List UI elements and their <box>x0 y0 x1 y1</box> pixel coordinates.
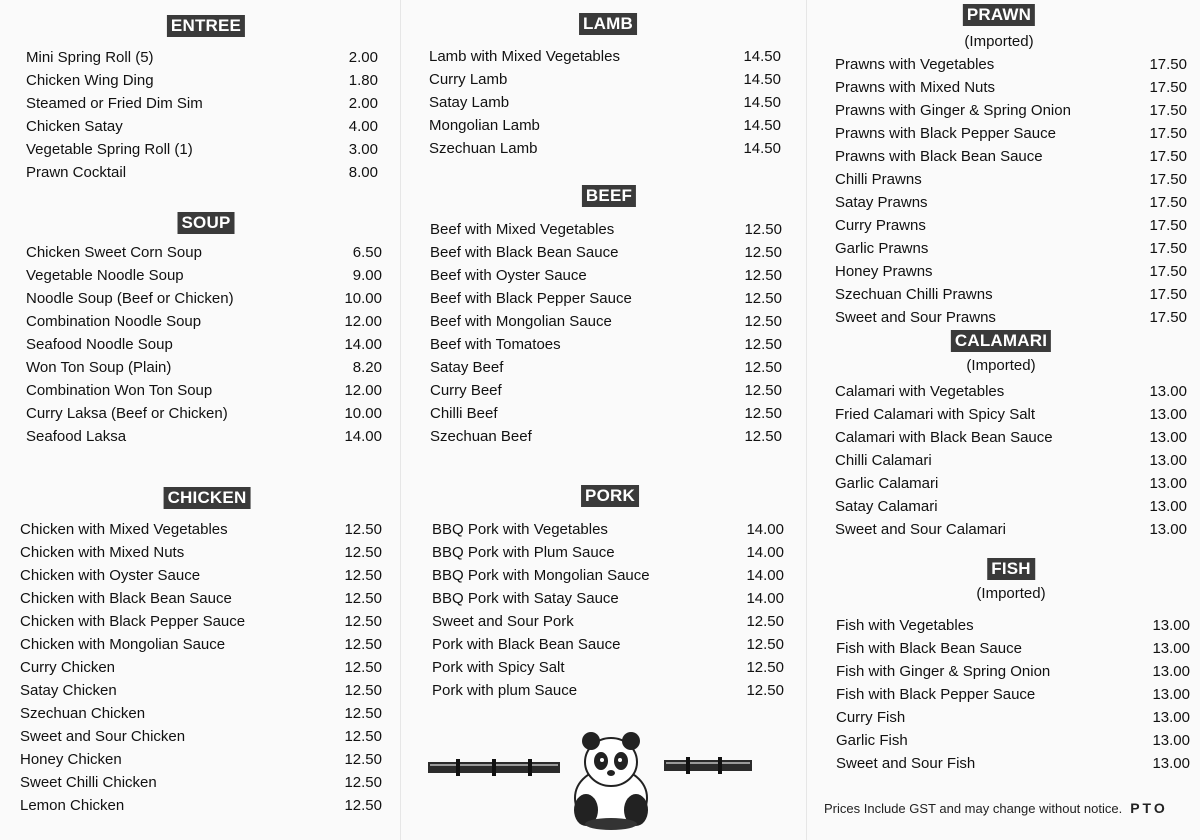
soup-menu-item <box>26 379 382 402</box>
chicken-menu-item <box>20 748 382 771</box>
dish-price: 12.00 <box>344 313 382 330</box>
soup-menu-item <box>26 425 382 448</box>
dish-name: Mini Spring Roll (5) <box>26 49 154 66</box>
dish-price: 17.50 <box>1149 125 1187 142</box>
fish-menu-item <box>836 637 1190 660</box>
dish-name: Honey Prawns <box>835 263 933 280</box>
chicken-menu-item <box>20 702 382 725</box>
entree-menu-item <box>26 46 378 69</box>
chicken-menu-item <box>20 725 382 748</box>
soup-menu-item <box>26 264 382 287</box>
prawn-menu-item <box>835 76 1187 99</box>
beef-menu-item <box>430 425 782 448</box>
prawn-list <box>835 53 1187 329</box>
calamari-menu-item <box>835 472 1187 495</box>
prawn-menu-item <box>835 145 1187 168</box>
entree-menu-item <box>26 115 378 138</box>
pork-menu-item <box>432 610 784 633</box>
dish-price: 14.50 <box>743 140 781 157</box>
soup-heading: SOUP <box>178 212 235 234</box>
dish-price: 17.50 <box>1149 56 1187 73</box>
dish-price: 17.50 <box>1149 148 1187 165</box>
dish-price: 12.50 <box>744 428 782 445</box>
dish-name: Combination Won Ton Soup <box>26 382 213 399</box>
panda-icon <box>574 732 648 830</box>
dish-price: 17.50 <box>1149 217 1187 234</box>
dish-price: 12.50 <box>344 659 382 676</box>
dish-name: Mongolian Lamb <box>429 117 540 134</box>
dish-price: 14.00 <box>746 544 784 561</box>
dish-name: Vegetable Noodle Soup <box>26 267 184 284</box>
lamb-menu-item <box>429 137 781 160</box>
dish-name: Calamari with Vegetables <box>835 383 1005 400</box>
prawn-menu-item <box>835 283 1187 306</box>
dish-name: Sweet and Sour Pork <box>432 613 574 630</box>
prawn-subtitle: (Imported) <box>964 33 1034 50</box>
dish-name: Curry Prawns <box>835 217 926 234</box>
beef-menu-item <box>430 402 782 425</box>
dish-price: 13.00 <box>1149 521 1187 538</box>
dish-name: Chicken with Mixed Nuts <box>20 544 185 561</box>
dish-price: 12.50 <box>744 359 782 376</box>
chicken-list <box>20 518 382 817</box>
dish-price: 12.50 <box>344 682 382 699</box>
dish-price: 2.00 <box>348 95 378 112</box>
dish-price: 12.50 <box>744 336 782 353</box>
gst-notice: Prices Include GST and may change without notice. <box>824 801 1123 816</box>
dish-price: 13.00 <box>1152 686 1190 703</box>
soup-menu-item <box>26 241 382 264</box>
dish-name: Curry Laksa (Beef or Chicken) <box>26 405 228 422</box>
prawn-menu-item <box>835 53 1187 76</box>
dish-price: 12.50 <box>744 221 782 238</box>
dish-price: 12.50 <box>344 728 382 745</box>
beef-menu-item <box>430 264 782 287</box>
dish-name: Curry Chicken <box>20 659 116 676</box>
pork-menu-item <box>432 541 784 564</box>
pork-menu-item <box>432 587 784 610</box>
dish-name: Pork with Spicy Salt <box>432 659 565 676</box>
pork-menu-item <box>432 679 784 702</box>
chicken-menu-item <box>20 587 382 610</box>
dish-name: Beef with Black Pepper Sauce <box>430 290 632 307</box>
calamari-heading: CALAMARI <box>951 330 1051 352</box>
dish-name: Prawns with Ginger & Spring Onion <box>835 102 1071 119</box>
dish-name: Vegetable Spring Roll (1) <box>26 141 193 158</box>
soup-list <box>26 241 382 448</box>
dish-name: Chilli Beef <box>430 405 498 422</box>
dish-price: 17.50 <box>1149 240 1187 257</box>
prawn-menu-item <box>835 214 1187 237</box>
dish-name: Satay Chicken <box>20 682 117 699</box>
dish-price: 17.50 <box>1149 309 1187 326</box>
chicken-menu-item <box>20 656 382 679</box>
lamb-menu-item <box>429 68 781 91</box>
dish-price: 12.50 <box>344 797 382 814</box>
dish-name: Sweet and Sour Calamari <box>835 521 1006 538</box>
lamb-menu-item <box>429 91 781 114</box>
dish-price: 12.50 <box>344 774 382 791</box>
dish-name: Prawns with Mixed Nuts <box>835 79 996 96</box>
pork-menu-item <box>432 633 784 656</box>
dish-price: 13.00 <box>1152 617 1190 634</box>
dish-price: 14.50 <box>743 48 781 65</box>
dish-price: 8.00 <box>348 164 378 181</box>
calamari-menu-item <box>835 518 1187 541</box>
dish-price: 17.50 <box>1149 286 1187 303</box>
pork-menu-item <box>432 564 784 587</box>
dish-price: 10.00 <box>344 290 382 307</box>
dish-name: Chicken with Black Bean Sauce <box>20 590 232 607</box>
dish-price: 12.50 <box>344 705 382 722</box>
dish-price: 3.00 <box>348 141 378 158</box>
prawn-menu-item <box>835 168 1187 191</box>
calamari-list <box>835 380 1187 541</box>
dish-name: Fish with Black Pepper Sauce <box>836 686 1036 703</box>
dish-price: 12.50 <box>744 267 782 284</box>
dish-name: Chicken Satay <box>26 118 123 135</box>
dish-price: 13.00 <box>1152 709 1190 726</box>
dish-price: 12.50 <box>746 682 784 699</box>
dish-price: 9.00 <box>352 267 382 284</box>
bamboo-icon <box>428 759 560 776</box>
dish-price: 12.50 <box>746 636 784 653</box>
dish-name: Beef with Tomatoes <box>430 336 561 353</box>
dish-price: 14.50 <box>743 71 781 88</box>
dish-price: 13.00 <box>1152 663 1190 680</box>
dish-price: 12.50 <box>344 521 382 538</box>
dish-name: Szechuan Beef <box>430 428 532 445</box>
dish-name: Satay Lamb <box>429 94 510 111</box>
beef-menu-item <box>430 310 782 333</box>
soup-menu-item <box>26 310 382 333</box>
fish-heading: FISH <box>987 558 1035 580</box>
dish-name: Pork with plum Sauce <box>432 682 578 699</box>
dish-name: Satay Calamari <box>835 498 938 515</box>
pto-label: PTO <box>1130 800 1168 816</box>
dish-price: 12.50 <box>344 590 382 607</box>
fish-menu-item <box>836 660 1190 683</box>
dish-name: Prawns with Black Pepper Sauce <box>835 125 1056 142</box>
entree-menu-item <box>26 138 378 161</box>
chicken-heading: CHICKEN <box>164 487 251 509</box>
dish-name: Seafood Laksa <box>26 428 127 445</box>
dish-price: 6.50 <box>352 244 382 261</box>
footer-notice <box>824 800 1168 816</box>
dish-price: 2.00 <box>348 49 378 66</box>
dish-name: Garlic Prawns <box>835 240 929 257</box>
chicken-menu-item <box>20 564 382 587</box>
dish-name: Szechuan Chicken <box>20 705 146 722</box>
prawn-menu-item <box>835 191 1187 214</box>
dish-name: Garlic Fish <box>836 732 908 749</box>
beef-menu-item <box>430 379 782 402</box>
dish-name: Fish with Vegetables <box>836 617 974 634</box>
dish-name: Lemon Chicken <box>20 797 125 814</box>
dish-name: Chicken with Mongolian Sauce <box>20 636 226 653</box>
dish-price: 12.50 <box>744 290 782 307</box>
dish-name: Honey Chicken <box>20 751 122 768</box>
bamboo-icon <box>664 757 752 774</box>
dish-name: Beef with Black Bean Sauce <box>430 244 619 261</box>
dish-name: Seafood Noodle Soup <box>26 336 173 353</box>
dish-name: BBQ Pork with Satay Sauce <box>432 590 619 607</box>
dish-name: Satay Beef <box>430 359 504 376</box>
fish-menu-item <box>836 614 1190 637</box>
dish-name: Beef with Mongolian Sauce <box>430 313 612 330</box>
dish-name: Curry Fish <box>836 709 906 726</box>
dish-name: Combination Noodle Soup <box>26 313 202 330</box>
menu-column-middle <box>400 0 807 840</box>
dish-price: 12.50 <box>744 405 782 422</box>
dish-name: BBQ Pork with Vegetables <box>432 521 608 538</box>
dish-price: 13.00 <box>1149 498 1187 515</box>
dish-name: Prawn Cocktail <box>26 164 127 181</box>
fish-menu-item <box>836 706 1190 729</box>
entree-menu-item <box>26 161 378 184</box>
chicken-menu-item <box>20 633 382 656</box>
dish-name: Beef with Mixed Vegetables <box>430 221 615 238</box>
dish-name: Calamari with Black Bean Sauce <box>835 429 1053 446</box>
dish-name: BBQ Pork with Plum Sauce <box>432 544 615 561</box>
dish-price: 1.80 <box>348 72 378 89</box>
dish-price: 14.00 <box>344 336 382 353</box>
entree-list <box>26 46 378 184</box>
dish-name: Sweet Chilli Chicken <box>20 774 157 791</box>
entree-menu-item <box>26 92 378 115</box>
entree-heading: ENTREE <box>167 15 245 37</box>
dish-price: 12.50 <box>744 244 782 261</box>
dish-price: 14.00 <box>746 590 784 607</box>
lamb-menu-item <box>429 45 781 68</box>
dish-price: 17.50 <box>1149 194 1187 211</box>
dish-price: 12.50 <box>746 659 784 676</box>
dish-name: Sweet and Sour Fish <box>836 755 976 772</box>
dish-price: 4.00 <box>348 118 378 135</box>
dish-name: Sweet and Sour Chicken <box>20 728 186 745</box>
dish-name: Garlic Calamari <box>835 475 939 492</box>
lamb-heading: LAMB <box>579 13 637 35</box>
dish-name: Prawns with Vegetables <box>835 56 995 73</box>
chicken-menu-item <box>20 610 382 633</box>
lamb-menu-item <box>429 114 781 137</box>
prawn-menu-item <box>835 99 1187 122</box>
dish-price: 12.50 <box>344 751 382 768</box>
prawn-menu-item <box>835 306 1187 329</box>
dish-price: 10.00 <box>344 405 382 422</box>
chicken-menu-item <box>20 518 382 541</box>
dish-name: Beef with Oyster Sauce <box>430 267 587 284</box>
prawn-heading: PRAWN <box>963 4 1035 26</box>
dish-price: 14.00 <box>746 521 784 538</box>
dish-name: Curry Lamb <box>429 71 508 88</box>
dish-name: Chicken with Oyster Sauce <box>20 567 201 584</box>
calamari-menu-item <box>835 449 1187 472</box>
prawn-menu-item <box>835 122 1187 145</box>
dish-name: BBQ Pork with Mongolian Sauce <box>432 567 650 584</box>
dish-price: 13.00 <box>1149 429 1187 446</box>
beef-menu-item <box>430 356 782 379</box>
dish-price: 12.50 <box>744 382 782 399</box>
prawn-menu-item <box>835 260 1187 283</box>
calamari-menu-item <box>835 380 1187 403</box>
dish-name: Szechuan Lamb <box>429 140 538 157</box>
beef-list <box>430 218 782 448</box>
dish-price: 13.00 <box>1152 640 1190 657</box>
dish-price: 13.00 <box>1149 452 1187 469</box>
chicken-menu-item <box>20 794 382 817</box>
panda-bamboo-decoration <box>428 726 774 832</box>
fish-menu-item <box>836 683 1190 706</box>
fish-menu-item <box>836 752 1190 775</box>
dish-price: 17.50 <box>1149 102 1187 119</box>
calamari-subtitle: (Imported) <box>966 357 1036 374</box>
dish-price: 13.00 <box>1149 406 1187 423</box>
dish-name: Chicken Sweet Corn Soup <box>26 244 202 261</box>
dish-price: 12.50 <box>344 613 382 630</box>
dish-price: 13.00 <box>1152 732 1190 749</box>
pork-list <box>432 518 784 702</box>
dish-price: 13.00 <box>1149 383 1187 400</box>
fish-list <box>836 614 1190 775</box>
pork-heading: PORK <box>581 485 639 507</box>
chicken-menu-item <box>20 541 382 564</box>
dish-price: 12.50 <box>344 636 382 653</box>
calamari-menu-item <box>835 403 1187 426</box>
dish-name: Chicken with Black Pepper Sauce <box>20 613 246 630</box>
menu-column-right <box>806 0 1200 840</box>
dish-price: 12.50 <box>746 613 784 630</box>
beef-menu-item <box>430 241 782 264</box>
soup-menu-item <box>26 402 382 425</box>
dish-name: Curry Beef <box>430 382 502 399</box>
dish-name: Pork with Black Bean Sauce <box>432 636 621 653</box>
calamari-menu-item <box>835 495 1187 518</box>
dish-price: 12.50 <box>744 313 782 330</box>
dish-name: Won Ton Soup (Plain) <box>26 359 172 376</box>
dish-name: Noodle Soup (Beef or Chicken) <box>26 290 234 307</box>
dish-name: Fish with Black Bean Sauce <box>836 640 1022 657</box>
dish-price: 13.00 <box>1149 475 1187 492</box>
dish-price: 13.00 <box>1152 755 1190 772</box>
dish-name: Steamed or Fried Dim Sim <box>26 95 203 112</box>
dish-name: Sweet and Sour Prawns <box>835 309 996 326</box>
dish-price: 14.50 <box>743 94 781 111</box>
fish-subtitle: (Imported) <box>976 585 1046 602</box>
dish-price: 12.00 <box>344 382 382 399</box>
chicken-menu-item <box>20 679 382 702</box>
pork-menu-item <box>432 656 784 679</box>
dish-name: Chilli Calamari <box>835 452 932 469</box>
dish-price: 17.50 <box>1149 171 1187 188</box>
dish-price: 12.50 <box>344 567 382 584</box>
beef-heading: BEEF <box>582 185 636 207</box>
dish-name: Chilli Prawns <box>835 171 922 188</box>
dish-name: Szechuan Chilli Prawns <box>835 286 993 303</box>
pork-menu-item <box>432 518 784 541</box>
entree-menu-item <box>26 69 378 92</box>
soup-menu-item <box>26 356 382 379</box>
dish-price: 12.50 <box>344 544 382 561</box>
dish-price: 8.20 <box>352 359 382 376</box>
beef-menu-item <box>430 218 782 241</box>
dish-name: Fried Calamari with Spicy Salt <box>835 406 1036 423</box>
chicken-menu-item <box>20 771 382 794</box>
dish-name: Chicken with Mixed Vegetables <box>20 521 228 538</box>
dish-name: Prawns with Black Bean Sauce <box>835 148 1043 165</box>
dish-name: Chicken Wing Ding <box>26 72 154 89</box>
lamb-list <box>429 45 781 160</box>
dish-name: Fish with Ginger & Spring Onion <box>836 663 1051 680</box>
beef-menu-item <box>430 287 782 310</box>
soup-menu-item <box>26 287 382 310</box>
soup-menu-item <box>26 333 382 356</box>
dish-name: Lamb with Mixed Vegetables <box>429 48 620 65</box>
beef-menu-item <box>430 333 782 356</box>
dish-price: 17.50 <box>1149 79 1187 96</box>
menu-column-left <box>0 0 400 840</box>
dish-price: 14.50 <box>743 117 781 134</box>
dish-price: 14.00 <box>344 428 382 445</box>
dish-name: Satay Prawns <box>835 194 928 211</box>
calamari-menu-item <box>835 426 1187 449</box>
dish-price: 14.00 <box>746 567 784 584</box>
dish-price: 17.50 <box>1149 263 1187 280</box>
prawn-menu-item <box>835 237 1187 260</box>
fish-menu-item <box>836 729 1190 752</box>
